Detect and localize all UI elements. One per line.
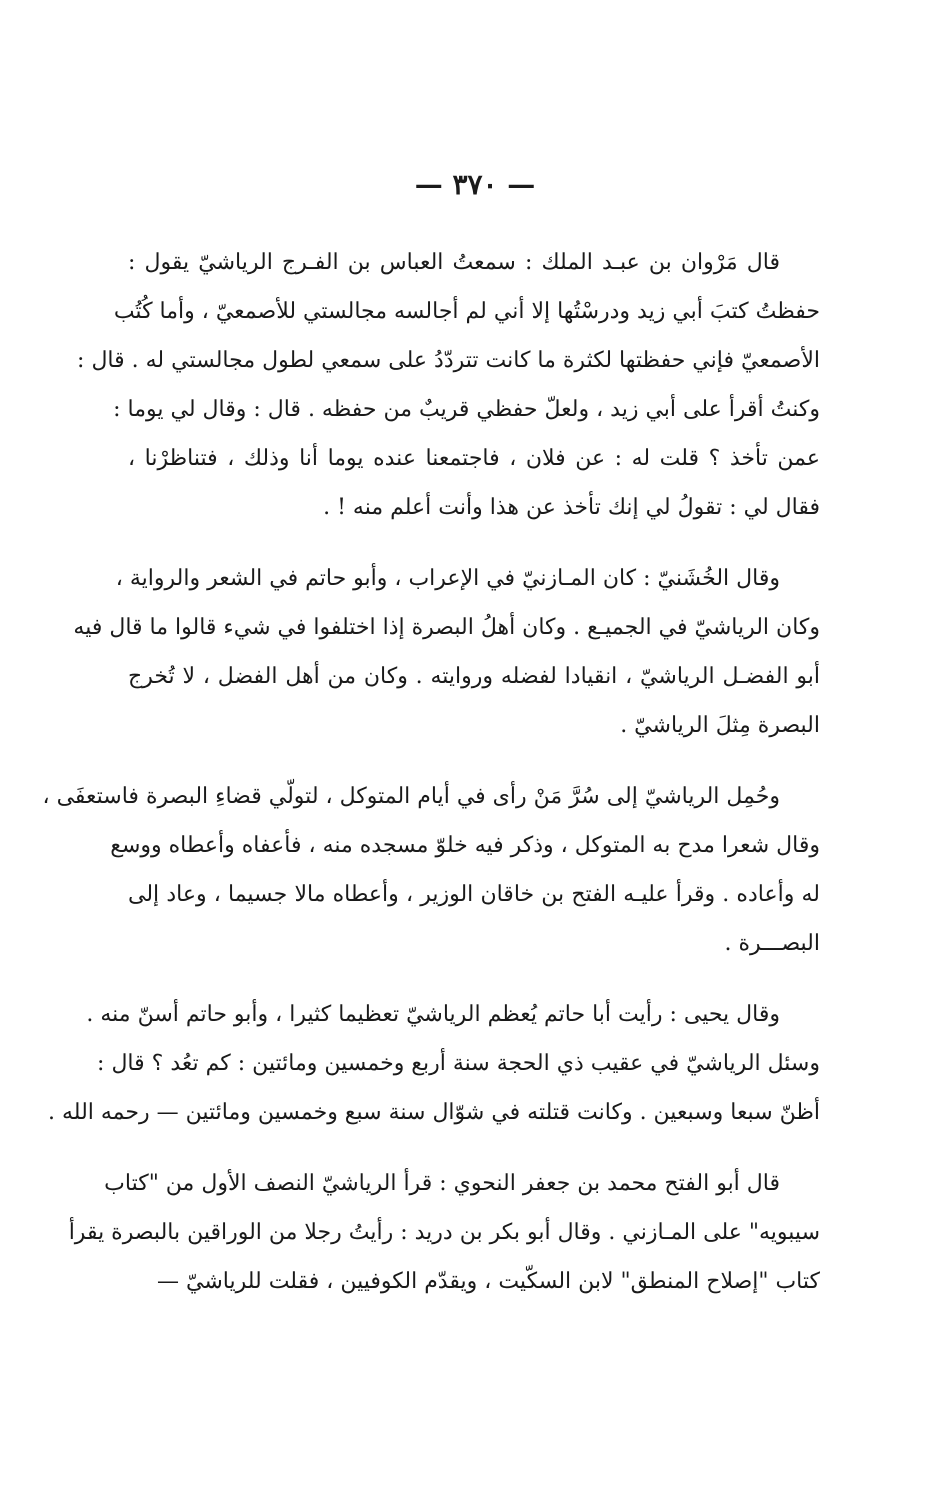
text-line: البصرة مِثلَ الرياشيّ . [620, 713, 820, 738]
text-line: وكنتُ أقرأ على أبي زيد ، ولعلّ حفظي قريبٌ من حفظه . قال : وقال لي يوما : [113, 397, 820, 422]
text-line: قال مَرْوان بن عبـد الملك : سمعتُ العباس بن الفـرج الرياشيّ يقول : [128, 250, 780, 275]
text-line: البصـــرة . [724, 931, 820, 956]
text-line: له وأعاده . وقرأ عليـه الفتح بن خاقان الوزير ، وأعطاه مالا جسيما ، وعاد إلى [128, 882, 820, 907]
text-line: سيبويه" على المـازني . وقال أبو بكر بن دريد : رأيتُ رجلا من الوراقين بالبصرة يقرأ [68, 1220, 820, 1245]
page-number: — ٣٧٠ — [414, 168, 536, 201]
text-line: قال أبو الفتح محمد بن جعفر النحوي : قرأ الرياشيّ النصف الأول من "كتاب [104, 1171, 780, 1196]
paragraph [48, 990, 820, 1137]
text-line: عمن تأخذ ؟ قلت له : عن فلان ، فاجتمعنا عنده يوما أنا وذلك ، فتناظرْنا ، [128, 446, 820, 471]
text-line: وحُمِل الرياشيّ إلى سُرَّ مَنْ رأى في أيام المتوكل ، لتولّي قضاءِ البصرة فاستعفَى ، [42, 784, 780, 809]
body-text [42, 238, 820, 1328]
paragraph [73, 554, 820, 750]
text-line: أظنّ سبعا وسبعين . وكانت قتلته في شوّال سنة سبع وخمسين ومائتين — رحمه الله . [48, 1100, 820, 1125]
text-line: الأصمعيّ فإني حفظتها لكثرة ما كانت تتردّدُ على سمعي لطول مجالستي له . قال : [77, 348, 820, 373]
text-line: أبو الفضـل الرياشيّ ، انقيادا لفضله وروايته . وكان من أهل الفضل ، لا تُخرج [128, 664, 820, 689]
text-line: فقال لي : تقولُ لي إنك تأخذ عن هذا وأنت أعلم منه ! . [323, 495, 820, 520]
text-line: حفظتُ كتبَ أبي زيد ودرسْتُها إلا أني لم أجالسه مجالستي للأصمعيّ ، وأما كُتُب [113, 299, 820, 324]
paragraph [77, 238, 820, 532]
text-line: كتاب "إصلاح المنطق" لابن السكّيت ، ويقدّم الكوفيين ، فقلت للرياشيّ — [157, 1269, 820, 1294]
text-line: وكان الرياشيّ في الجميـع . وكان أهلُ البصرة إذا اختلفوا في شيء قالوا ما قال فيه [73, 615, 820, 640]
text-line: وقال يحيى : رأيت أبا حاتم يُعظم الرياشيّ تعظيما كثيرا ، وأبو حاتم أسنّ منه . [86, 1002, 780, 1027]
paragraph [68, 1159, 820, 1306]
text-line: وسئل الرياشيّ في عقيب ذي الحجة سنة أربع وخمسين ومائتين : كم تعُد ؟ قال : [97, 1051, 820, 1076]
text-line: وقال شعرا مدح به المتوكل ، وذكر فيه خلوّ مسجده منه ، فأعفاه وأعطاه ووسع [110, 833, 820, 858]
paragraph [42, 772, 820, 968]
text-line: وقال الخُشَنيّ : كان المـازنيّ في الإعراب ، وأبو حاتم في الشعر والرواية ، [115, 566, 780, 591]
